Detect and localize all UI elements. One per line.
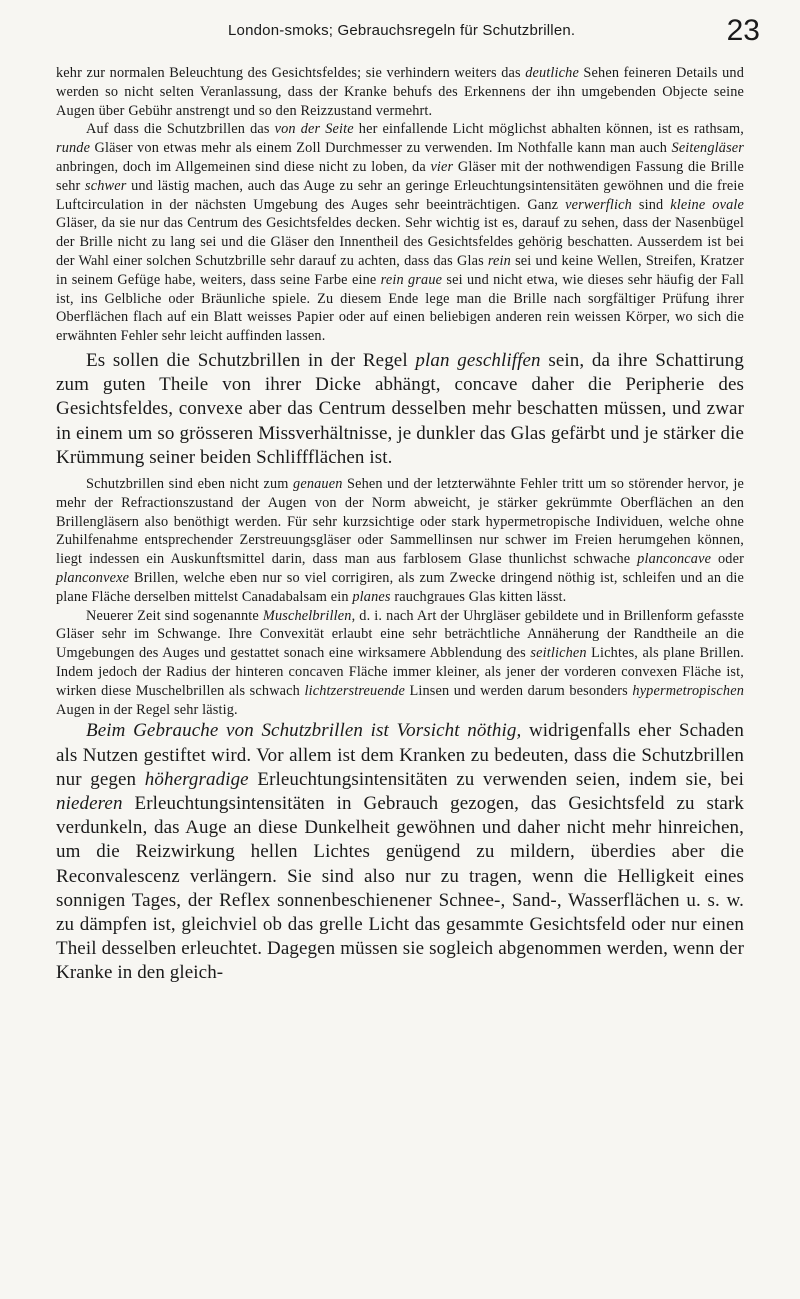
running-head-title: London-smoks; Gebrauchsregeln für Schutzbrillen. (228, 22, 576, 39)
paragraph-2 (56, 120, 744, 346)
text-run: Sehen und der letzterwähnte Fehler tritt um so störender hervor, je mehr der Refractionszustand der Augen von der Norm abweicht, je stärker gekrümmte Oberflächen an den Brillengläsern also benöthigt werden. Für sehr kurzsichtige oder stark hypermetropische Individuen, welche ohne Zuhilfenahme entsprechender Zerstreuungsgläser oder Sammellinsen nur schwer im Freien herumgehen können, liegt indessen ein Auskunftsmittel darin, dass man aus farblosem Glase thunlichst schwache (56, 475, 744, 568)
text-run: rauchgraues Glas kitten lässt. (390, 588, 567, 605)
emphasized-text: planes (352, 588, 391, 605)
emphasized-text: höhergradige (144, 768, 249, 790)
text-run: her einfallende Licht möglichst abhalten können, ist es rathsam, (353, 121, 744, 138)
text-run: oder (711, 551, 744, 568)
text-run: Lichtes, als plane Brillen. Indem jedoch der Radius der hinteren concaven Fläche immer kleiner, als jener der vorderen convexen Fläche ist, wirken diese Muschelbrillen als schwach (56, 645, 744, 699)
text-run: Auf dass die Schutzbrillen das (86, 121, 275, 138)
text-run: Erleuchtungsintensitäten zu verwenden seien, indem sie, bei (248, 768, 744, 790)
emphasized-text: verwerflich (565, 196, 632, 213)
emphasized-text: deutliche (525, 65, 579, 81)
emphasized-text: rein graue (380, 271, 443, 288)
text-run: Es sollen die Schutzbrillen in der Regel (86, 349, 416, 371)
running-header (0, 14, 800, 54)
emphasized-text: kleine ovale (670, 196, 744, 213)
text-run: Gläser mit der nothwendigen Fassung die Brille sehr (56, 158, 744, 194)
paragraph-4 (56, 475, 744, 607)
text-run: Neuerer Zeit sind sogenannte (86, 607, 263, 624)
text-run: Gläser, da sie nur das Centrum des Gesichtsfeldes decken. Sehr wichtig ist es, darauf zu sehen, dass der Nasenbügel der Brille nicht zu lang sei und die Gläser den Innentheil des Gesichtsfeldes gehörig beschatten. Ausserdem ist bei der Wahl einer solchen Schutzbrille sehr darauf zu achten, dass das Glas (56, 215, 744, 269)
emphasized-text: runde (56, 140, 91, 157)
text-run: anbringen, doch im Allgemeinen sind diese nicht zu loben, da (56, 158, 431, 175)
emphasized-text: planconcave (637, 551, 712, 568)
emphasized-text: seitlichen (530, 645, 587, 662)
text-run: Erleuchtungsintensitäten in Gebrauch gezogen, das Gesichtsfeld zu stark verdunkeln, das Auge an diese Dunkelheit gewöhnen und daher nicht mehr hinreichen, um die Reizwirkung hellen Lichtes genügend zu mildern, überdies aber die Reconvalescenz verlängern. Sie sind also nur zu tragen, wenn die Helligkeit eines sonnigen Tages, der Reflex sonnenbeschienener Schnee-, Sand-, Wasserflächen u. s. w. zu dämpfen ist, gleichviel ob das grelle Licht das gesammte Gesichtsfeld oder nur einen Theil desselben erleuchtet. Dagegen müssen sie sogleich abgenommen werden, wenn der Kranke in den gleich- (56, 792, 744, 984)
page-number: 23 (726, 14, 760, 47)
emphasized-text: genauen (293, 475, 343, 492)
paragraph-6 (56, 719, 744, 985)
text-run: Sehen feineren Details und werden so nicht selten Veranlassung, dass der Kranke behufs des Erkennens der ihn umgebenden Objecte seine Augen über Gebühr anstrengt und so den Reizzustand vermehrt. (56, 65, 744, 119)
paragraph-1 (56, 64, 744, 120)
emphasized-text: plan geschliffen (415, 349, 541, 371)
text-run: Schutzbrillen sind eben nicht zum (86, 475, 294, 492)
text-run: sind (631, 196, 671, 213)
emphasized-text: planconvexe (56, 569, 130, 586)
emphasized-text: Muschelbrillen (262, 607, 352, 624)
paragraph-3 (56, 349, 744, 470)
text-run: Augen in der Regel sehr lästig. (56, 701, 238, 718)
text-run: widrigenfalls eher Schaden als Nutzen gestiftet wird. Vor allem ist dem Kranken zu bedeuten, dass die Schutzbrillen nur gegen (56, 720, 744, 790)
paragraph-5 (56, 607, 744, 720)
text-run: und lästig machen, auch das Auge zu sehr an geringe Erleuchtungsintensitäten gewöhnen und die freie Luftcirculation in der nächsten Umgebung des Auges sehr beeinträchtigen. Ganz (56, 177, 744, 213)
emphasized-text: schwer (85, 177, 127, 194)
text-run: sein, da ihre Schattirung zum guten Theile von ihrer Dicke abhängt, concave daher die Peripherie des Gesichtsfeldes, convexe aber das Centrum desselben mehr beschatten müssen, und zwar in einem um so grösseren Missverhältnisse, je dunkler das Glas gefärbt und je stärker die Krümmung seiner beiden Schliffflächen ist. (56, 349, 744, 468)
emphasized-text: Beim Gebrauche von Schutzbrillen ist Vorsicht nöthig, (86, 720, 522, 742)
emphasized-text: lichtzerstreuende (304, 682, 405, 699)
text-run: Gläser von etwas mehr als einem Zoll Durchmesser zu verwenden. Im Nothfalle kann man auch (90, 140, 672, 157)
emphasized-text: hypermetropischen (632, 682, 744, 699)
emphasized-text: von der Seite (274, 121, 354, 138)
emphasized-text: rein (487, 252, 511, 269)
text-run: sei und nicht etwa, wie dieses sehr häufig der Fall ist, ins Gelbliche oder Bräunliche spiele. Zu diesem Ende lege man die Brille nach sorgfältiger Prüfung ihrer Oberflächen flach auf ein Blatt weisses Papier oder auf einen beliebigen anderen rein weissen Körper, wo sich die erwähnten Fehler sehr leicht auffinden lassen. (56, 271, 744, 345)
text-run: Linsen und werden darum besonders (404, 682, 633, 699)
text-body (56, 64, 744, 986)
text-run: , d. i. nach Art der Uhrgläser gebildete und in Brillenform gefasste Gläser sehr im Schwange. Ihre Convexität erlaubt eine sehr beträchtliche Annäherung der Randtheile an die Umgebungen des Auges und gestattet sonach eine wirksamere Abblendung des (56, 607, 744, 662)
emphasized-text: Seitengläser (671, 140, 744, 157)
text-run: Brillen, welche eben nur so viel corrigiren, als zum Zwecke dringend nöthig ist, schleifen und an die plane Fläche derselben mittelst Canadabalsam ein (56, 569, 744, 605)
text-run: kehr zur normalen Beleuchtung des Gesichtsfeldes; sie verhindern weiters das (56, 65, 526, 81)
emphasized-text: niederen (56, 792, 123, 814)
text-run: sei und keine Wellen, Streifen, Kratzer in seinem Gefüge habe, weiters, dass seine Farbe eine (56, 252, 744, 288)
emphasized-text: vier (430, 158, 454, 175)
